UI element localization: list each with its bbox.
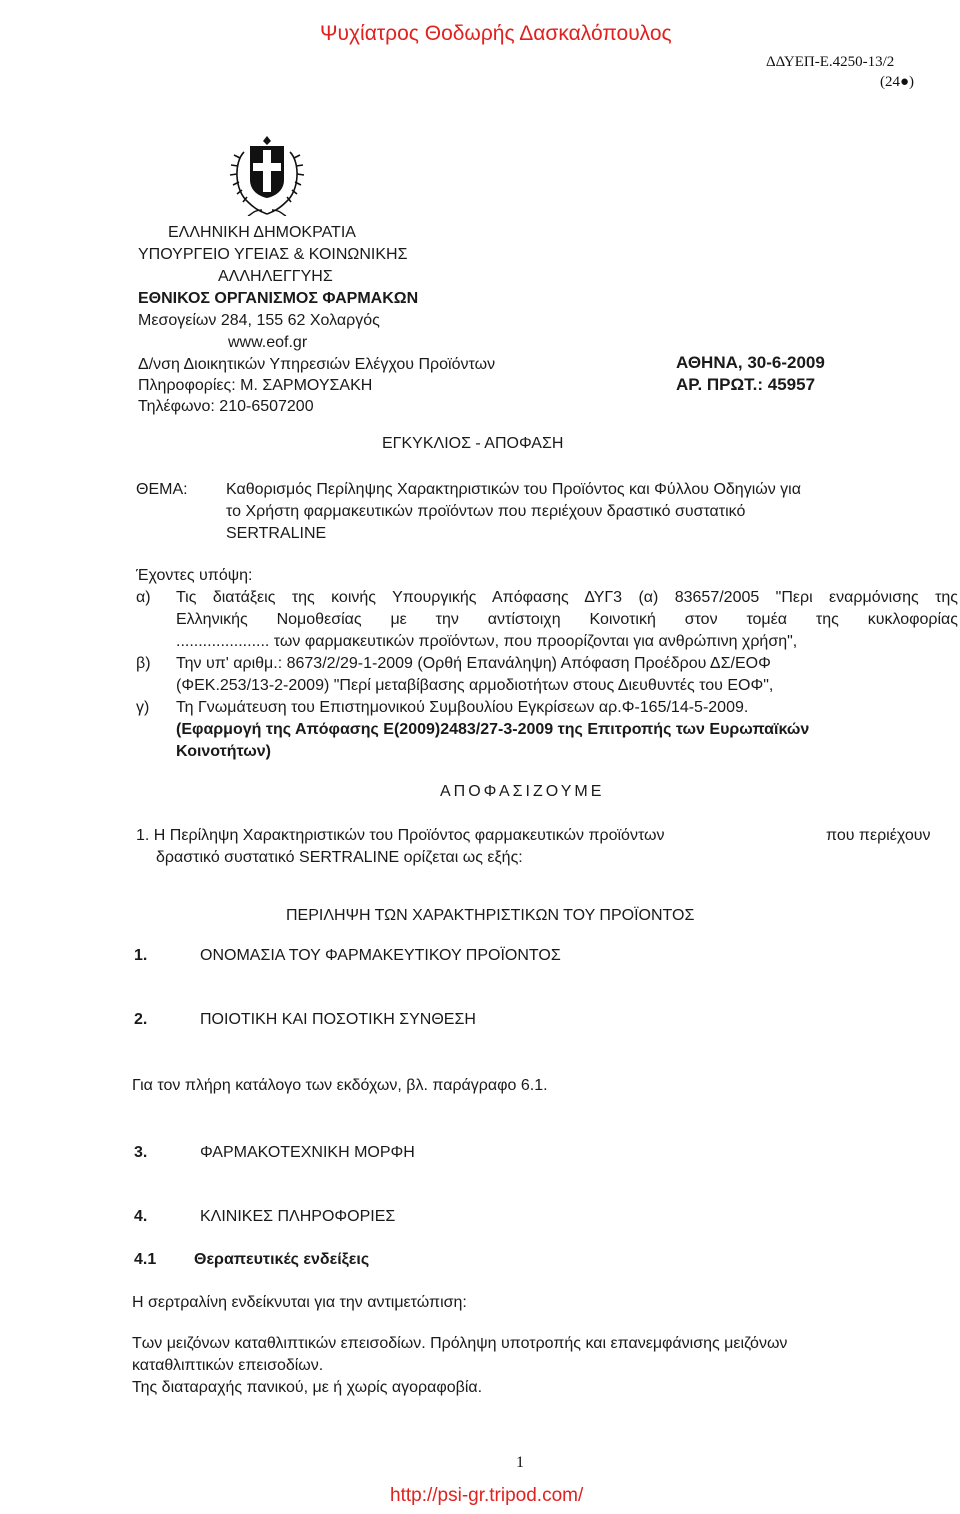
considering-c-marker: γ) [136, 699, 150, 716]
indications-paragraph-1-line-1: Των μειζόνων καταθλιπτικών επεισοδίων. Πρόληψη υποτροπής και επανεμφάνισης μειζόνων [132, 1335, 788, 1352]
considering-a-line-3: ..................... των φαρμακευτικών προϊόντων, που προορίζονται για ανθρώπινη χρήση", [176, 633, 798, 650]
subject-line-3: SERTRALINE [226, 525, 327, 542]
sender-contact-person: Πληροφορίες: Μ. ΣΑΡΜΟΥΣΑΚΗ [138, 377, 373, 394]
decision-line-1: 1. Η Περίληψη Χαρακτηριστικών του Προϊόντος φαρμακευτικών προϊόντων [136, 827, 665, 844]
considering-b-line-2: (ΦΕΚ.253/13-2-2009) "Περί μεταβίβασης αρμοδιοτήτων στους Διευθυντές του ΕΟΦ", [176, 677, 774, 694]
reference-code: ΔΔΥΕΠ-Ε.4250-13/2 [766, 54, 895, 70]
considering-c-line-1: Τη Γνωμάτευση του Επιστημονικού Συμβουλίου Εγκρίσεων αρ.Φ-165/14-5-2009. [176, 699, 749, 716]
considering-b-line-1: Την υπ' αριθμ.: 8673/2/29-1-2009 (Ορθή Επανάληψη) Απόφαση Προέδρου ΔΣ/ΕΟΦ [176, 655, 771, 672]
indications-paragraph-2: Της διαταραχής πανικού, με ή χωρίς αγοραφοβία. [132, 1379, 483, 1396]
section-4-title: ΚΛΙΝΙΚΕΣ ΠΛΗΡΟΦΟΡΙΕΣ [200, 1208, 396, 1225]
considering-a-marker: α) [136, 589, 151, 606]
sender-address: Μεσογείων 284, 155 62 Χολαργός [138, 312, 380, 329]
section-3-title: ΦΑΡΜΑΚΟΤΕΧΝΙΚΗ ΜΟΡΦΗ [200, 1144, 415, 1161]
document-type-title: ΕΓΚΥΚΛΙΟΣ - ΑΠΟΦΑΣΗ [382, 435, 564, 452]
indications-intro: Η σερτραλίνη ενδείκνυται για την αντιμετώπιση: [132, 1294, 467, 1311]
footer-url-link[interactable]: http://psi-gr.tripod.com/ [390, 1485, 584, 1506]
section-1-title: ΟΝΟΜΑΣΙΑ ΤΟΥ ΦΑΡΜΑΚΕΥΤΙΚΟΥ ΠΡΟΪΟΝΤΟΣ [200, 947, 561, 964]
sender-line-ministry: ΥΠΟΥΡΓΕΙΟ ΥΓΕΙΑΣ & ΚΟΙΝΩΝΙΚΗΣ [138, 246, 408, 263]
excipients-note: Για τον πλήρη κατάλογο των εκδόχων, βλ. παράγραφο 6.1. [132, 1077, 548, 1094]
section-2-number: 2. [134, 1011, 148, 1028]
sender-phone: Τηλέφωνο: 210-6507200 [138, 398, 314, 415]
considering-b-marker: β) [136, 655, 151, 672]
decision-heading: ΑΠΟΦΑΣΙΖΟΥΜΕ [440, 783, 605, 800]
section-4-1-number: 4.1 [134, 1251, 157, 1268]
subject-line-2: το Χρήστη φαρμακευτικών προϊόντων που περιέχουν δραστικό συστατικό [226, 503, 746, 520]
subject-line-1: Καθορισμός Περίληψης Χαρακτηριστικών του Προϊόντος και Φύλλου Οδηγιών για [226, 481, 801, 498]
decision-line-2: δραστικό συστατικό SERTRALINE ορίζεται ως εξής: [156, 849, 523, 866]
indications-paragraph-1-line-2: καταθλιπτικών επεισοδίων. [132, 1357, 324, 1374]
section-4-1-title: Θεραπευτικές ενδείξεις [194, 1251, 370, 1268]
considering-c-line-3: Κοινοτήτων) [176, 743, 271, 760]
sender-website-link[interactable]: www.eof.gr [228, 334, 308, 351]
spc-title: ΠΕΡΙΛΗΨΗ ΤΩΝ ΧΑΡΑΚΤΗΡΙΣΤΙΚΩΝ ΤΟΥ ΠΡΟΪΟΝΤΟΣ [286, 907, 695, 924]
section-4-number: 4. [134, 1208, 148, 1225]
sender-line-republic: ΕΛΛΗΝΙΚΗ ΔΗΜΟΚΡΑΤΙΑ [168, 224, 356, 241]
document-date: ΑΘΗΝΑ, 30-6-2009 [676, 353, 825, 372]
considering-intro: Έχοντες υπόψη: [136, 567, 253, 584]
considering-a-line-2: Ελληνικής Νομοθεσίας με την αντίστοιχη Κοινοτική στον τομέα της κυκλοφορίας [176, 611, 958, 628]
protocol-number: ΑΡ. ΠΡΩΤ.: 45957 [676, 375, 816, 394]
sender-line-solidarity: ΑΛΛΗΛΕΓΓΥΗΣ [218, 268, 333, 285]
section-3-number: 3. [134, 1144, 148, 1161]
considering-c-line-2: (Εφαρμογή της Απόφασης Ε(2009)2483/27-3-2009 της Επιτροπής των Ευρωπαϊκών [176, 721, 810, 738]
greek-coat-of-arms-icon [226, 132, 308, 216]
section-1-number: 1. [134, 947, 148, 964]
subject-label: ΘΕΜΑ: [136, 481, 188, 498]
reference-subcode: (24●) [880, 74, 915, 90]
sender-line-organization: ΕΘΝΙΚΟΣ ΟΡΓΑΝΙΣΜΟΣ ΦΑΡΜΑΚΩΝ [138, 290, 419, 307]
page-header-title: Ψυχίατρος Θοδωρής Δασκαλόπουλος [320, 22, 672, 45]
decision-line-1-end: που περιέχουν [826, 827, 931, 844]
sender-department: Δ/νση Διοικητικών Υπηρεσιών Ελέγχου Προϊόντων [138, 356, 496, 373]
considering-a-line-1: Τις διατάξεις της κοινής Υπουργικής Απόφασης ΔΥΓ3 (α) 83657/2005 "Περι εναρμόνισης της [176, 589, 958, 606]
section-2-title: ΠΟΙΟΤΙΚΗ ΚΑΙ ΠΟΣΟΤΙΚΗ ΣΥΝΘΕΣΗ [200, 1011, 476, 1028]
page-number: 1 [516, 1454, 524, 1471]
